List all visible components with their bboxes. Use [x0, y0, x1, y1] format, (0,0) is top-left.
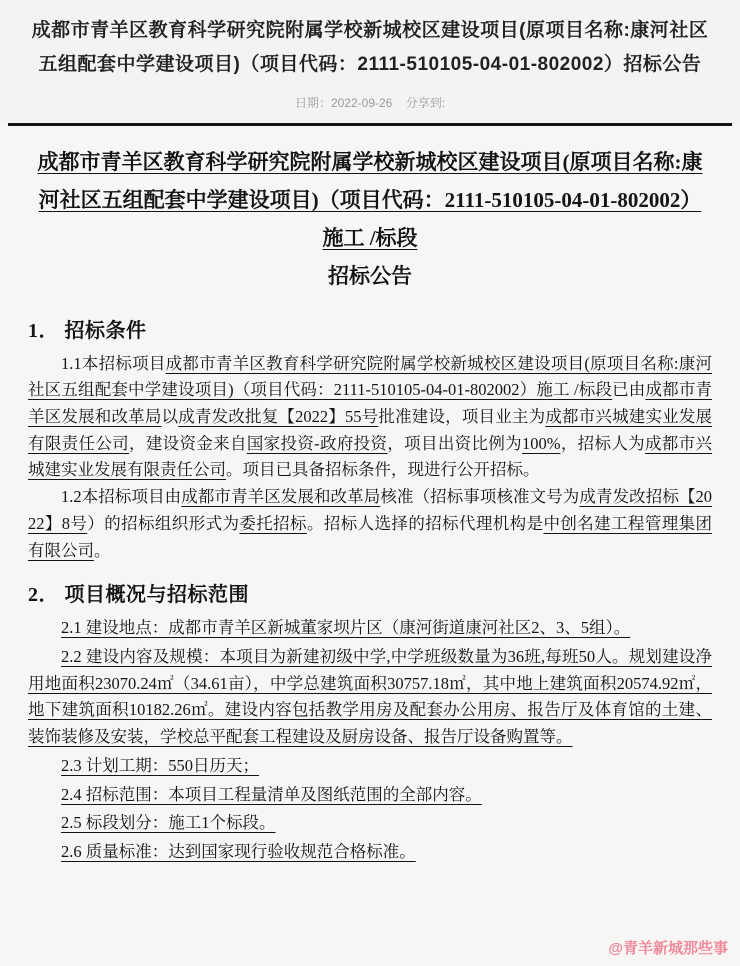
- document-title-suffix: 招标公告: [328, 263, 412, 288]
- share-link[interactable]: 分享到:: [405, 96, 446, 111]
- page-header: [0, 0, 740, 123]
- section-2-heading: 2． 项目概况与招标范围: [28, 584, 249, 607]
- date-label: 日期：2022-09-26: [294, 96, 393, 111]
- item-2-6: 2.6 质量标准：达到国家现行验收规范合格标准。: [61, 842, 416, 862]
- item-2-2: 2.2 建设内容及规模：本项目为新建初级中学,中学班级数量为36班,每班50人。规划建设净用地面积23070.24㎡（34.61亩），中学总建筑面积30757.18㎡，其中地上建筑面积20574.92㎡，地下建筑面积10182.26㎡。建设内容包括教学用房及配套办公用房、报告厅及体育馆的土建、装饰装修及安装，学校总平配套工程建设及厨房设备、报告厅设备购置等。: [28, 647, 712, 747]
- paragraph-1-2: 1.2本招标项目由成都市青羊区发展和改革局核准（招标事项核准文号为成青发改招标【2022】8号）的招标组织形式为委托招标。招标人选择的招标代理机构是中创名建工程管理集团有限公司。: [28, 487, 713, 560]
- document-title-main: 成都市青羊区教育科学研究院附属学校新城校区建设项目(原项目名称:康河社区五组配套中学建设项目)（项目代码：2111-510105-04-01-802002）施工 /标段: [37, 150, 703, 250]
- document-title: [34, 144, 706, 295]
- item-2-3: 2.3 计划工期：550日历天；: [61, 755, 259, 775]
- item-2-5: 2.5 标段划分：施工1个标段。: [61, 813, 276, 833]
- watermark: @青羊新城那些事: [608, 940, 728, 957]
- page-title: 成都市青羊区教育科学研究院附属学校新城校区建设项目(原项目名称:康河社区五组配套中学建设项目)（项目代码：2111-510105-04-01-802002）招标公告: [31, 20, 709, 76]
- item-2-4: 2.4 招标范围：本项目工程量清单及图纸范围的全部内容。: [61, 784, 482, 804]
- item-2-1: 2.1 建设地点：成都市青羊区新城董家坝片区（康河街道康河社区2、3、5组）。: [61, 618, 631, 638]
- meta-row: [24, 94, 716, 123]
- document-body: [0, 126, 740, 865]
- paragraph-1-1: 1.1本招标项目成都市青羊区教育科学研究院附属学校新城校区建设项目(原项目名称:康河社区五组配套中学建设项目)（项目代码：2111-510105-04-01-802002）施工 /标段已由成都市青羊区发展和改革局以成青发改批复【2022】55号批准建设，项目业主为成都市兴城建实业发展有限责任公司，建设资金来自国家投资-政府投资，项目出资比例为100%，招标人为成都市兴城建实业发展有限责任公司。项目已具备招标条件，现进行公开招标。: [28, 353, 713, 480]
- section-1-heading: 1． 招标条件: [28, 319, 147, 342]
